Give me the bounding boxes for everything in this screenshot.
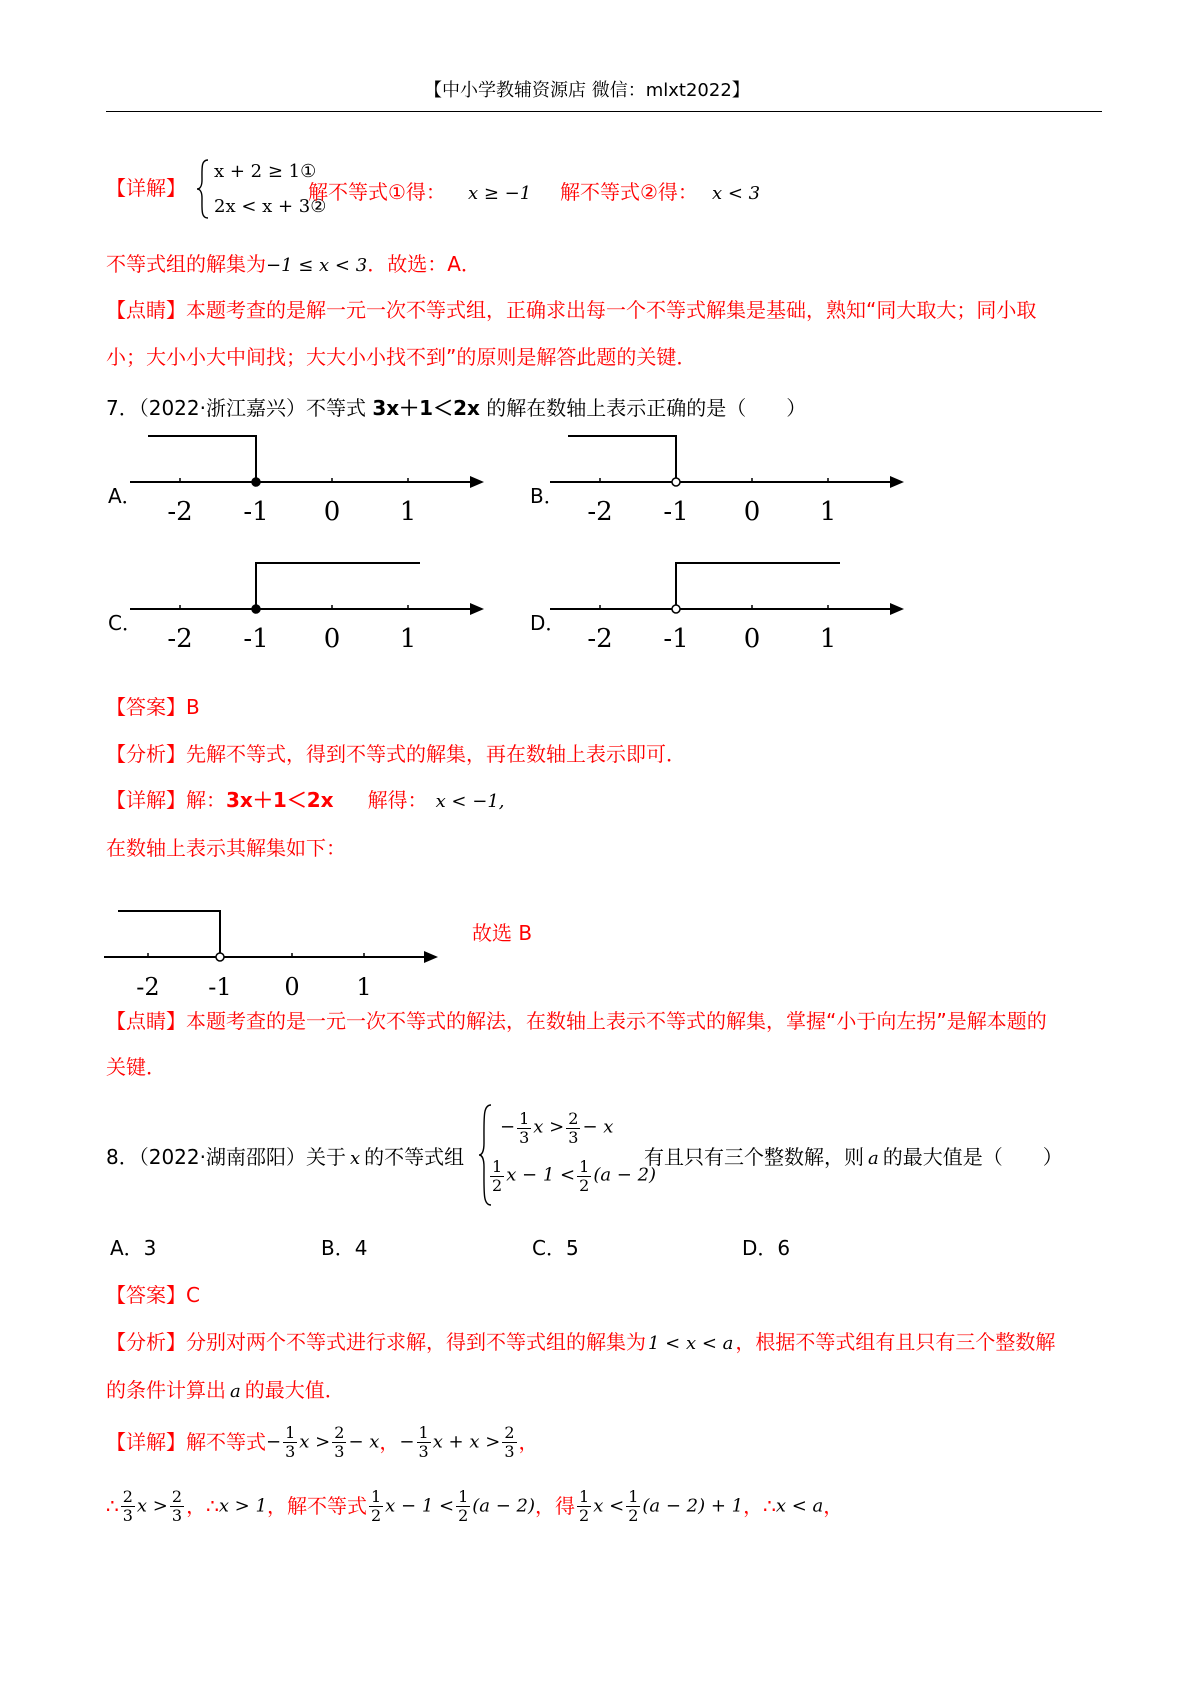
q7-choose: 故选 B	[472, 921, 533, 945]
number-line-solution	[104, 875, 484, 1001]
tick-label: -1	[208, 973, 232, 1001]
axis-arrow-icon	[470, 603, 484, 615]
tick-label: 1	[356, 973, 372, 1001]
tick-label: 1	[819, 624, 837, 654]
q6-ineq-1: x + 2 ≥ 1①	[214, 161, 317, 182]
tick-label: -1	[243, 497, 269, 527]
tick-label: 0	[323, 624, 341, 654]
axis-arrow-icon	[890, 603, 904, 615]
q7-analysis: 【分析】先解不等式，得到不等式的解集，再在数轴上表示即可．	[106, 742, 686, 766]
tick-label: -1	[663, 624, 689, 654]
axis-arrow-icon	[890, 476, 904, 488]
option-c-label: C．	[108, 611, 142, 635]
closed-point	[252, 478, 260, 486]
q8-detail-line1: 【详解】解不等式− $\frac{1}{3}$ x > $\frac{2}{3}$ − x，− $\frac{1}{3}$ x + x > $\frac{2}{3}$ ，	[106, 1423, 539, 1461]
q8-answer: 【答案】C	[106, 1283, 200, 1307]
solution-bracket	[256, 563, 420, 609]
q6-detail-tag: 【详解】	[106, 176, 186, 200]
q6-comment-line1: 【点睛】本题考查的是解一元一次不等式组，正确求出每一个不等式解集是基础，熟知“同大取大；同小取	[106, 298, 1037, 322]
q8-question-pre: 8．（2022·湖南邵阳）关于 x 的不等式组	[106, 1145, 465, 1169]
tick-label: -2	[167, 497, 193, 527]
tick-label: -2	[587, 624, 613, 654]
q6-sol2: x < 3	[712, 183, 761, 204]
q8-system-line1: − $\frac{1}{3}$ x > $\frac{2}{3}$ − x	[500, 1109, 614, 1147]
q6-sol1: x ≥ −1	[468, 183, 532, 204]
q8-analysis-line1: 【分析】分别对两个不等式进行求解，得到不等式组的解集为 1 < x < a ，根据不等式组有且只有三个整数解	[106, 1330, 1056, 1354]
tick-label: -2	[167, 624, 193, 654]
solution-bracket	[568, 436, 676, 482]
tick-label: 1	[399, 497, 417, 527]
option-a-label: A．	[108, 484, 142, 508]
number-line-a	[130, 430, 560, 540]
page-header: 【中小学教辅资源店 微信：mlxt2022】	[424, 80, 750, 101]
tick-label: -2	[587, 497, 613, 527]
header-rule	[106, 111, 1102, 112]
tick-label: 0	[743, 624, 761, 654]
q6-comment-line2: 小；大小小大中间找；大大小小找不到”的原则是解答此题的关键．	[106, 345, 697, 369]
tick-label: 0	[284, 973, 300, 1001]
brace-icon	[196, 158, 212, 220]
tick-label: 1	[399, 624, 417, 654]
q7-show-text: 在数轴上表示其解集如下：	[106, 836, 346, 860]
q8-option-d: D．6	[742, 1236, 791, 1260]
q6-ineq-2: 2x < x + 3②	[214, 196, 327, 217]
solution-bracket	[676, 563, 840, 609]
tick-label: 0	[743, 497, 761, 527]
q7-detail: 【详解】解：3x＋1＜2x 解得： x < −1,	[106, 788, 505, 812]
axis-arrow-icon	[424, 951, 438, 963]
open-point	[216, 953, 224, 961]
q8-option-a: A．3	[110, 1236, 157, 1260]
q8-detail-line2: ∴ $\frac{2}{3}$ x > $\frac{2}{3}$ ，∴x > 1，解不等式 $\frac{1}{2}$ x − 1 < $\frac{1}{2}$ (a − 2)，得 $\frac{1}{2}$ x < $\frac{1}{2}$ (a − 2) + 1，∴x < a，	[106, 1487, 844, 1525]
q8-option-c: C．5	[532, 1236, 579, 1260]
solution-bracket	[118, 911, 220, 957]
axis-arrow-icon	[470, 476, 484, 488]
tick-label: -2	[136, 973, 160, 1001]
q8-option-b: B．4	[321, 1236, 368, 1260]
q7-comment-line2: 关键．	[106, 1055, 166, 1079]
option-d-label: D．	[530, 611, 566, 635]
number-line-b	[550, 430, 980, 540]
tick-label: 1	[819, 497, 837, 527]
q8-system-line2: $\frac{1}{2}$ x − 1 < $\frac{1}{2}$ (a − 2)	[492, 1157, 657, 1195]
q6-result: 不等式组的解集为−1 ≤ x < 3．故选：A．	[106, 252, 481, 276]
q8-question-post: 有且只有三个整数解，则 a 的最大值是（ ）	[644, 1145, 1063, 1169]
q7-answer: 【答案】B	[106, 695, 200, 719]
number-line-d	[550, 557, 980, 667]
open-point	[672, 478, 680, 486]
closed-point	[252, 605, 260, 613]
option-b-label: B．	[530, 484, 564, 508]
q8-analysis-line2: 的条件计算出 a 的最大值．	[106, 1378, 345, 1402]
tick-label: 0	[323, 497, 341, 527]
q6-sol2-label: 解不等式②得：	[560, 180, 698, 204]
q7-comment-line1: 【点睛】本题考查的是一元一次不等式的解法，在数轴上表示不等式的解集，掌握“小于向左拐”是解本题的	[106, 1009, 1047, 1033]
number-line-c	[130, 557, 560, 667]
q7-question: 7．（2022·浙江嘉兴）不等式 3x＋1＜2x 的解在数轴上表示正确的是（ ）	[106, 396, 807, 420]
q6-sol1-label: 解不等式①得：	[308, 180, 446, 204]
tick-label: -1	[663, 497, 689, 527]
open-point	[672, 605, 680, 613]
tick-label: -1	[243, 624, 269, 654]
solution-bracket	[148, 436, 256, 482]
